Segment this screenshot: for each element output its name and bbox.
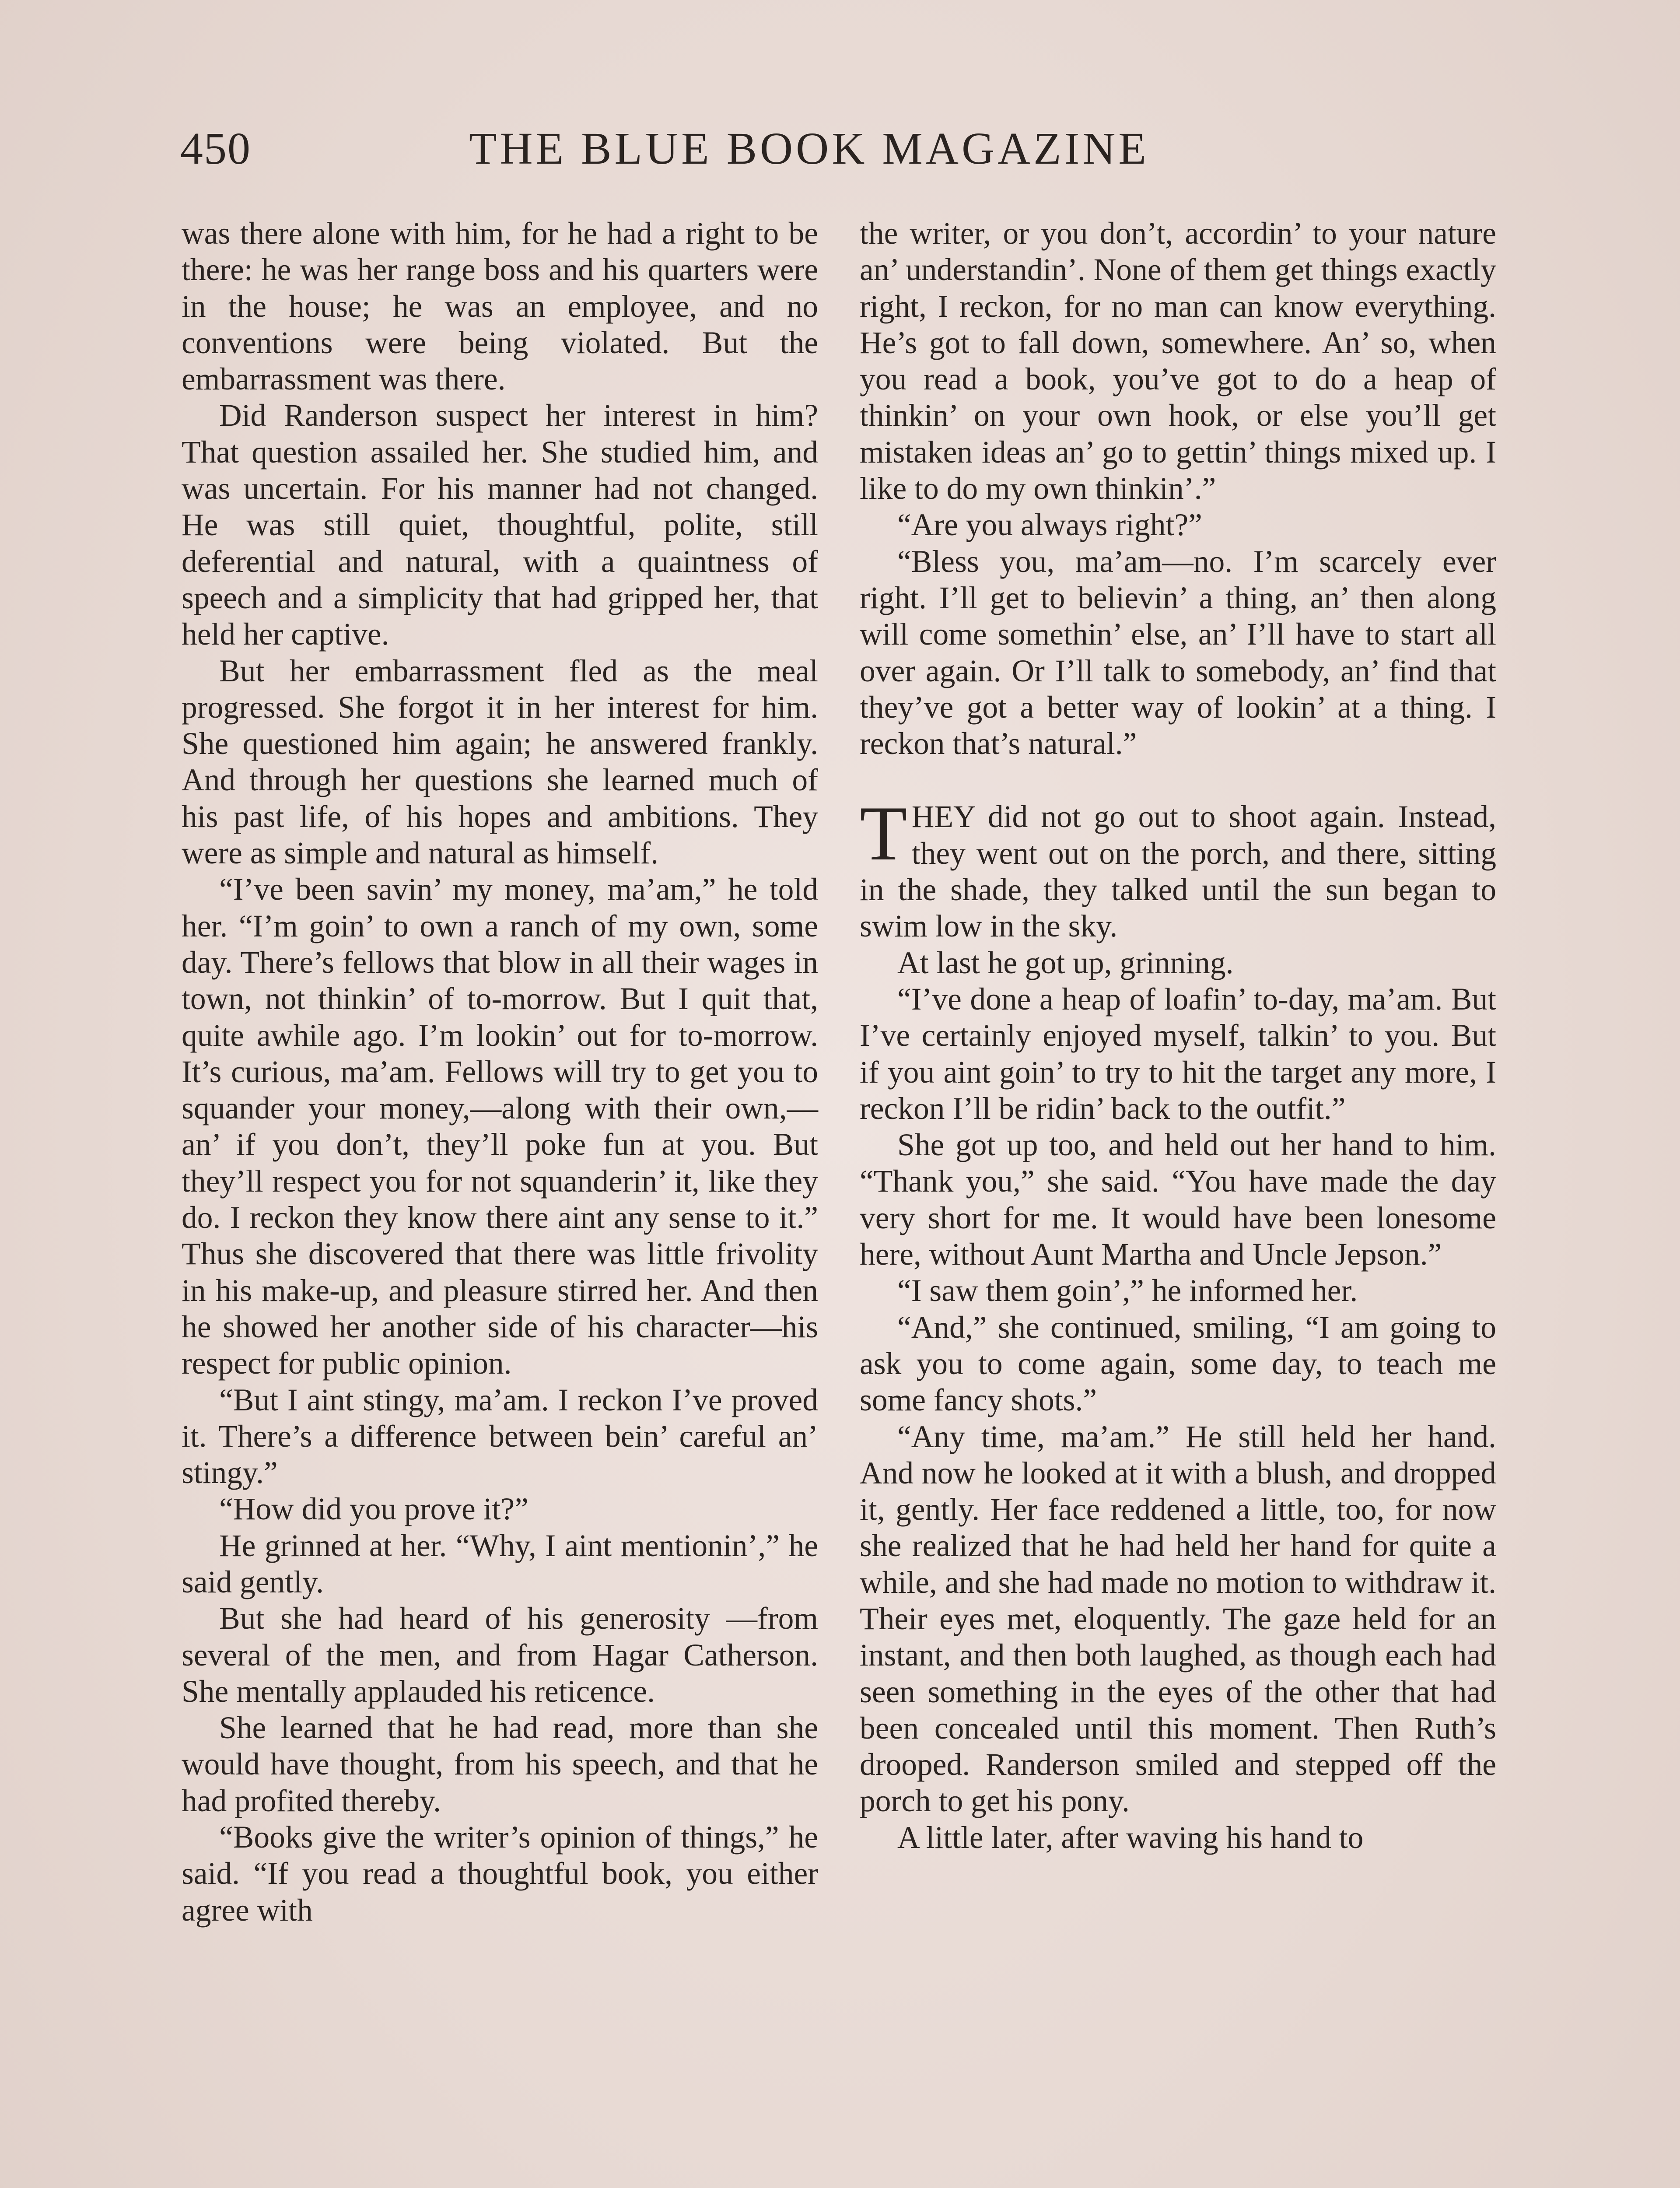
paragraph: “And,” she continued, smiling, “I am going to ask you to come again, some day, to teach me some fancy shots.” — [860, 1310, 1496, 1418]
paragraph: She got up too, and held out her hand to him. “Thank you,” she said. “You have made the day very short for me. It would have been lonesome here, without Aunt Martha and Uncle Jepson.” — [860, 1128, 1496, 1272]
paragraph: “Any time, ma’am.” He still held her hand. And now he looked at it with a blush, and dropped it, gently. Her face reddened a little, too, for now she realized that he had held her hand for quite a while, and she had made no motion to withdraw it. Their eyes met, eloquently. The gaze held for an instant, and then both laughed, as though each had seen something in the eyes of the other that had been concealed until this moment. Then Ruth’s drooped. Randerson smiled and stepped off the porch to get his pony. — [860, 1419, 1496, 1819]
magazine-title: THE BLUE BOOK MAGAZINE — [469, 123, 1149, 174]
paragraph: “How did you prove it?” — [219, 1492, 528, 1527]
paragraph: “Bless you, ma’am—no. I’m scarcely ever right. I’ll get to believin’ a thing, an’ then along will come somethin’ else, an’ I’ll have to start all over again. Or I’ll talk to somebody, an’ find that they’ve got a better way of lookin’ at a thing. I reckon that’s natural.” — [860, 544, 1496, 761]
right-column — [860, 215, 1496, 1856]
paragraph: But she had heard of his generosity —from several of the men, and from Hagar Catherson. She mentally applauded his reticence. — [182, 1601, 818, 1709]
left-column — [182, 215, 818, 1929]
paragraph-text: HEY did not go out to shoot again. Instead, they went out on the porch, and there, sitting in the shade, they talked until the sun began to swim low in the sky. — [860, 799, 1496, 944]
paragraph: She learned that he had read, more than she would have thought, from his speech, and that he had profited thereby. — [182, 1711, 818, 1818]
page-header — [180, 118, 1208, 179]
paragraph: A little later, after waving his hand to — [897, 1820, 1364, 1855]
section-start-paragraph — [860, 790, 1496, 944]
paragraph: the writer, or you don’t, accordin’ to your nature an’ understandin’. None of them get things exactly right, I reckon, for no man can know everything. He’s got to fall down, somewhere. An’ so, when you read a book, you’ve got to do a heap of thinkin’ on your own hook, or else you’ll get mistaken ideas an’ go to gettin’ things mixed up. I like to do my own thinkin’.” — [860, 216, 1496, 506]
paragraph: “Books give the writer’s opinion of things,” he said. “If you read a thoughtful book, you either agree with — [182, 1820, 818, 1928]
paragraph: “I’ve done a heap of loafin’ to-day, ma’am. But I’ve certainly enjoyed myself, talkin’ to you. But if you aint goin’ to try to hit the target any more, I reckon I’ll be ridin’ back to the outfit.” — [860, 982, 1496, 1126]
paragraph: “Are you always right?” — [897, 508, 1202, 543]
paragraph: Did Randerson suspect her interest in him? That question assailed her. She studied him, and was uncertain. For his manner had not changed. He was still quiet, thoughtful, polite, still deferential and natural, with a quaintness of speech and a simplicity that had gripped her, that held her captive. — [182, 398, 818, 652]
page-number: 450 — [180, 123, 251, 174]
paragraph: He grinned at her. “Why, I aint mentionin’,” he said gently. — [182, 1528, 818, 1599]
paragraph: At last he got up, grinning. — [897, 945, 1234, 980]
drop-cap: T — [860, 790, 907, 877]
paragraph: “I saw them goin’,” he informed her. — [897, 1273, 1358, 1308]
paragraph: But her embarrassment fled as the meal progressed. She forgot it in her interest for him. She questioned him again; he answered frankly. And through her questions she learned much of his past life, of his hopes and ambitions. They were as simple and natural as himself. — [182, 653, 818, 871]
paragraph: “But I aint stingy, ma’am. I reckon I’ve proved it. There’s a difference between bein’ careful an’ stingy.” — [182, 1382, 818, 1490]
paragraph: was there alone with him, for he had a right to be there: he was her range boss and his quarters were in the house; he was an employee, and no conventions were being violated. But the embarrassment was there. — [182, 216, 818, 397]
paragraph: “I’ve been savin’ my money, ma’am,” he told her. “I’m goin’ to own a ranch of my own, some day. There’s fellows that blow in all their wages in town, not thinkin’ of to-morrow. But I quit that, quite awhile ago. I’m lookin’ out for to-morrow. It’s curious, ma’am. Fellows will try to get you to squander your money,—along with their own,— an’ if you don’t, they’ll poke fun at you. But they’ll respect you for not squanderin’ it, like they do. I reckon they know there aint any sense to it.” Thus she discovered that there was little frivolity in his make-up, and pleasure stirred her. And then he showed her another side of his character—his respect for public opinion. — [182, 872, 818, 1381]
